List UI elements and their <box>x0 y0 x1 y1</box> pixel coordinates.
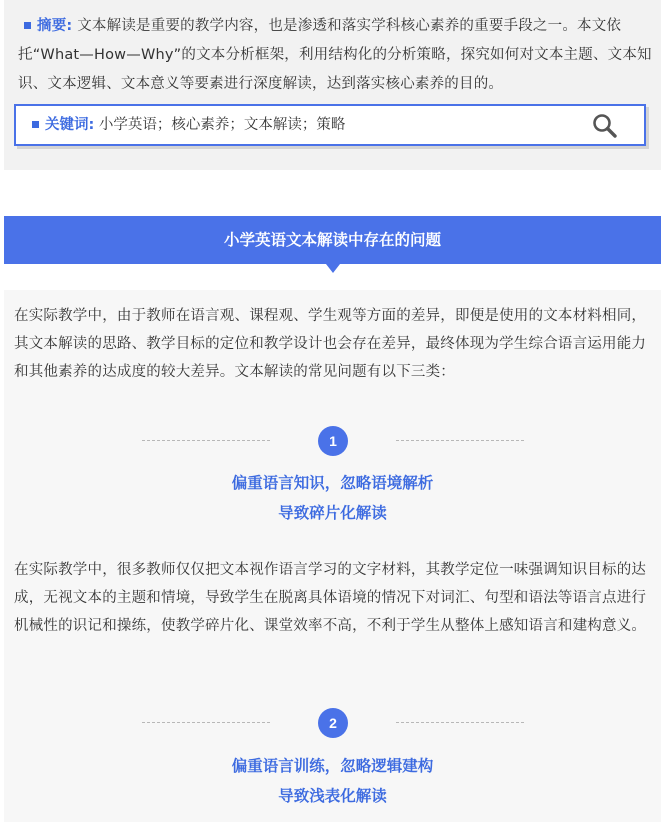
keywords-text-block <box>26 106 345 144</box>
problem-2-number-badge: 2 <box>318 708 348 738</box>
abstract-body: 文本解读是重要的教学内容，也是渗透和落实学科核心素养的重要手段之一。本文依托“What—How—Why”的文本分析框架，利用结构化的分析策略，探究如何对文本主题、文本知识、文本逻辑、文本意义等要素进行深度解读，达到落实核心素养的目的。 <box>18 18 652 92</box>
section-heading: 小学英语文本解读中存在的问题 <box>4 216 661 264</box>
problem-1-title-line1: 偏重语言知识，忽略语境解析 <box>231 474 434 492</box>
problem-2-title-line1: 偏重语言训练，忽略逻辑建构 <box>231 757 434 775</box>
keywords-value: 小学英语；核心素养；文本解读；策略 <box>98 117 346 133</box>
problem-2-title-line2: 导致浅表化解读 <box>278 787 387 805</box>
keywords-box <box>14 104 646 146</box>
divider-right-1 <box>396 440 524 441</box>
divider-left-1 <box>142 440 270 441</box>
search-icon[interactable] <box>592 113 618 139</box>
keywords-label: 关键词: <box>45 117 95 133</box>
divider-right-2 <box>396 722 524 723</box>
abstract-label: 摘要: <box>37 18 73 34</box>
section-intro: 在实际教学中，由于教师在语言观、课程观、学生观等方面的差异，即便是使用的文本材料相同，其文本解读的思路、教学目标的定位和教学设计也会存在差异，最终体现为学生综合语言运用能力和其他素养的达成度的较大差异。文本解读的常见问题有以下三类： <box>14 308 647 380</box>
problem-1-text: 在实际教学中，很多教师仅仅把文本视作语言学习的文字材料，其教学定位一味强调知识目标的达成，无视文本的主题和情境，导致学生在脱离具体语境的情况下对词汇、句型和语法等语言点进行机械性的识记和操练，使教学碎片化、课堂效率不高，不利于学生从整体上感知语言和建构意义。 <box>14 562 647 634</box>
abstract-text-block <box>18 12 654 99</box>
bullet-square-icon <box>32 121 39 128</box>
problem-1-title-line2: 导致碎片化解读 <box>278 504 387 522</box>
problem-1-number-badge: 1 <box>318 426 348 456</box>
heading-arrow-icon <box>326 264 340 273</box>
bullet-square-icon <box>24 22 31 29</box>
divider-left-2 <box>142 722 270 723</box>
